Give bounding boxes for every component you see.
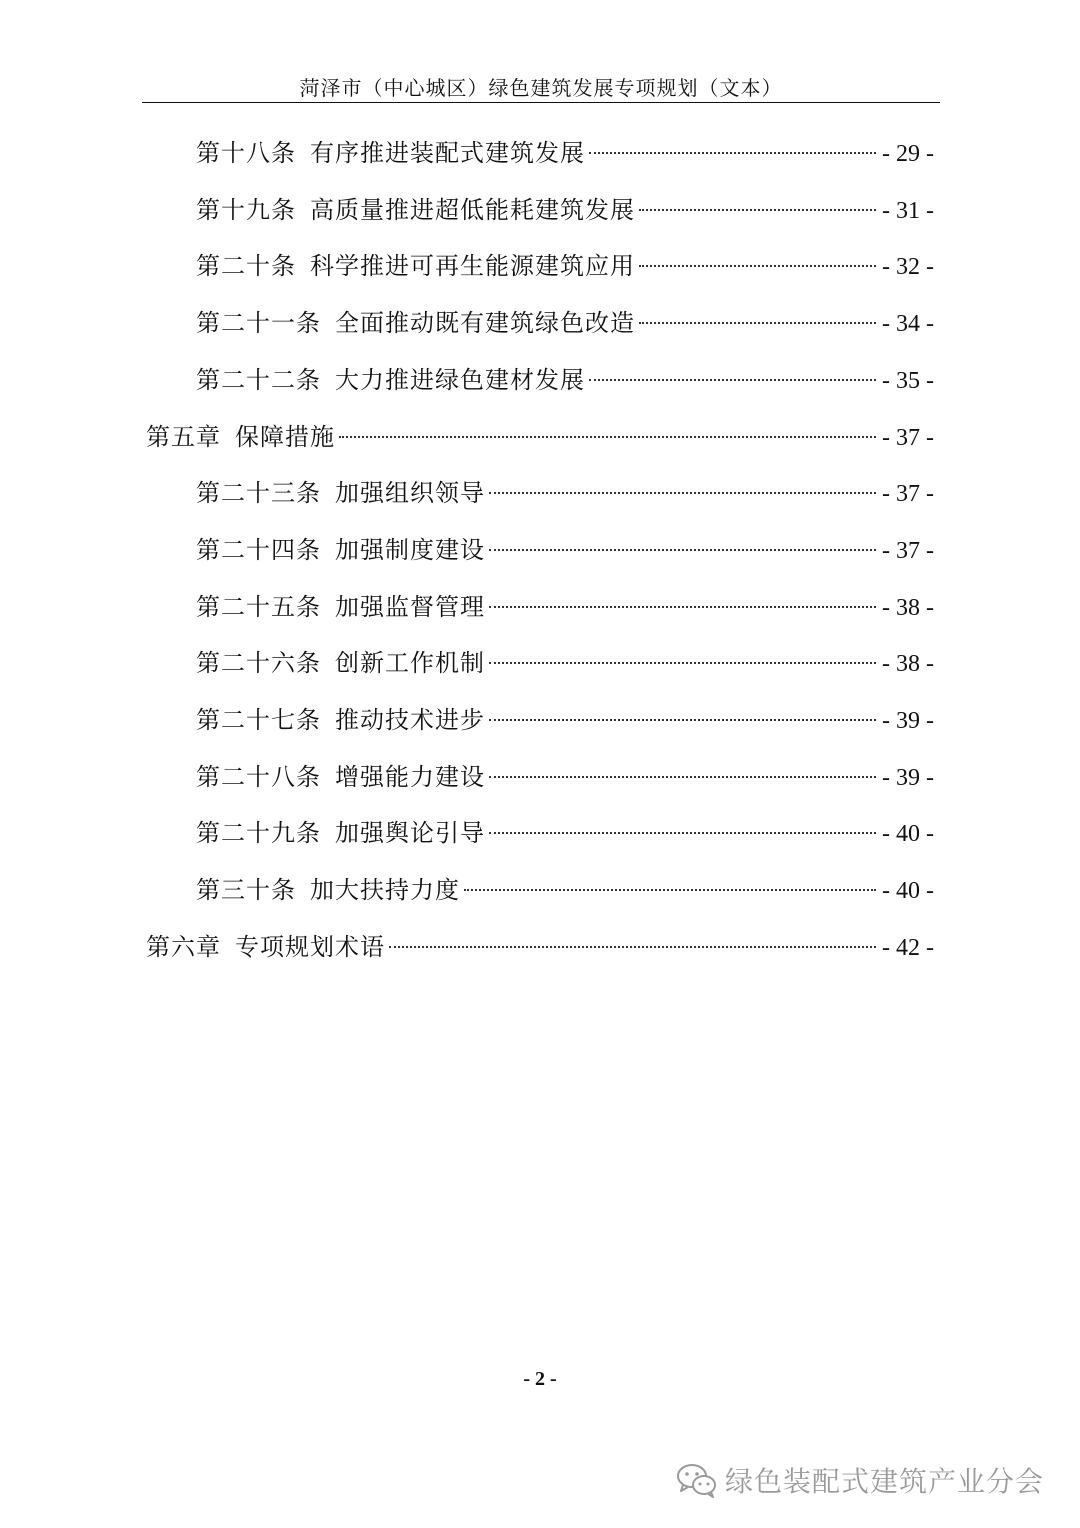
toc-entry-number: 第二十一条 — [196, 309, 321, 338]
toc-article-entry[interactable] — [196, 870, 934, 910]
toc-entry-number: 第二十八条 — [196, 762, 321, 791]
toc-dot-leader — [389, 946, 876, 948]
toc-article-entry[interactable] — [196, 700, 934, 740]
toc-entry-title: 专项规划术语 — [235, 932, 385, 961]
wechat-icon — [675, 1460, 719, 1500]
toc-dot-leader — [589, 152, 876, 154]
toc-dot-leader — [489, 776, 876, 778]
toc-article-entry[interactable] — [196, 133, 934, 173]
toc-dot-leader — [589, 379, 876, 381]
toc-page-number: - 39 - — [882, 764, 934, 791]
toc-entry-number: 第二十四条 — [196, 535, 321, 564]
toc-dot-leader — [489, 662, 876, 664]
watermark-text: 绿色装配式建筑产业分会 — [724, 1465, 1044, 1498]
toc-page-number: - 35 - — [882, 367, 934, 394]
toc-page-number: - 38 - — [882, 651, 934, 678]
toc-entry-number: 第二十三条 — [196, 479, 321, 508]
toc-entry-number: 第二十二条 — [196, 365, 321, 394]
toc-dot-leader — [489, 832, 876, 834]
toc-article-entry[interactable] — [196, 643, 934, 683]
toc-article-entry[interactable] — [196, 303, 934, 343]
toc-entry-title: 加强组织领导 — [335, 479, 485, 508]
toc-chapter-entry[interactable] — [146, 927, 934, 967]
toc-page-number: - 29 - — [882, 141, 934, 167]
toc-entry-title: 加强监督管理 — [335, 592, 485, 621]
toc-dot-leader — [639, 265, 876, 267]
toc-entry-number: 第二十六条 — [196, 649, 321, 678]
toc-entry-number: 第二十七条 — [196, 706, 321, 734]
toc-dot-leader — [464, 889, 876, 891]
header-rule — [142, 102, 940, 103]
toc-entry-title: 创新工作机制 — [335, 649, 485, 678]
toc-page-number: - 32 - — [882, 254, 934, 281]
running-header: 菏泽市（中心城区）绿色建筑发展专项规划（文本） — [299, 76, 783, 100]
toc-chapter-entry[interactable] — [146, 417, 934, 457]
toc-entry-number: 第二十九条 — [196, 819, 321, 848]
toc-article-entry[interactable] — [196, 813, 934, 853]
toc-page-number: - 37 - — [882, 537, 934, 564]
toc-dot-leader — [489, 606, 876, 608]
toc-entry-number: 第十八条 — [196, 139, 296, 167]
toc-page-number: - 38 - — [882, 594, 934, 621]
toc-entry-number: 第三十条 — [196, 876, 296, 905]
toc-dot-leader — [639, 209, 876, 211]
toc-article-entry[interactable] — [196, 246, 934, 286]
toc-entry-number: 第五章 — [146, 422, 221, 451]
toc-page-number: - 39 - — [882, 708, 934, 734]
toc-article-entry[interactable] — [196, 190, 934, 230]
toc-page-number: - 42 - — [882, 934, 934, 961]
toc-dot-leader — [639, 322, 876, 324]
toc-entry-title: 加强制度建设 — [335, 535, 485, 564]
watermark — [675, 1458, 1044, 1502]
toc-article-entry[interactable] — [196, 360, 934, 400]
toc-entry-title: 科学推进可再生能源建筑应用 — [310, 252, 635, 281]
toc-entry-title: 增强能力建设 — [335, 762, 485, 791]
toc-article-entry[interactable] — [196, 587, 934, 627]
toc-entry-title: 有序推进装配式建筑发展 — [310, 139, 585, 167]
toc-page-number: - 34 - — [882, 311, 934, 338]
toc-entry-title: 保障措施 — [235, 422, 335, 451]
toc-entry-title: 大力推进绿色建材发展 — [335, 365, 585, 394]
toc-article-entry[interactable] — [196, 530, 934, 570]
toc-entry-number: 第二十五条 — [196, 592, 321, 621]
toc-article-entry[interactable] — [196, 757, 934, 797]
toc-entry-number: 第二十条 — [196, 252, 296, 281]
toc-entry-title: 推动技术进步 — [335, 706, 485, 734]
toc-page-number: - 40 - — [882, 878, 934, 905]
toc-article-entry[interactable] — [196, 473, 934, 513]
toc-page-number: - 37 - — [882, 424, 934, 451]
toc-page-number: - 37 - — [882, 481, 934, 508]
page-number: - 2 - — [523, 1368, 557, 1390]
toc-page-number: - 40 - — [882, 821, 934, 848]
toc-entry-title: 全面推动既有建筑绿色改造 — [335, 309, 635, 338]
toc-entry-title: 高质量推进超低能耗建筑发展 — [310, 195, 635, 224]
toc-entry-number: 第六章 — [146, 932, 221, 961]
toc-entry-title: 加大扶持力度 — [310, 876, 460, 905]
toc-entry-number: 第十九条 — [196, 195, 296, 224]
toc-page-number: - 31 - — [882, 197, 934, 224]
toc-dot-leader — [489, 549, 876, 551]
toc-dot-leader — [489, 492, 876, 494]
toc-entry-title: 加强舆论引导 — [335, 819, 485, 848]
toc-dot-leader — [489, 719, 876, 721]
toc-dot-leader — [339, 436, 876, 438]
